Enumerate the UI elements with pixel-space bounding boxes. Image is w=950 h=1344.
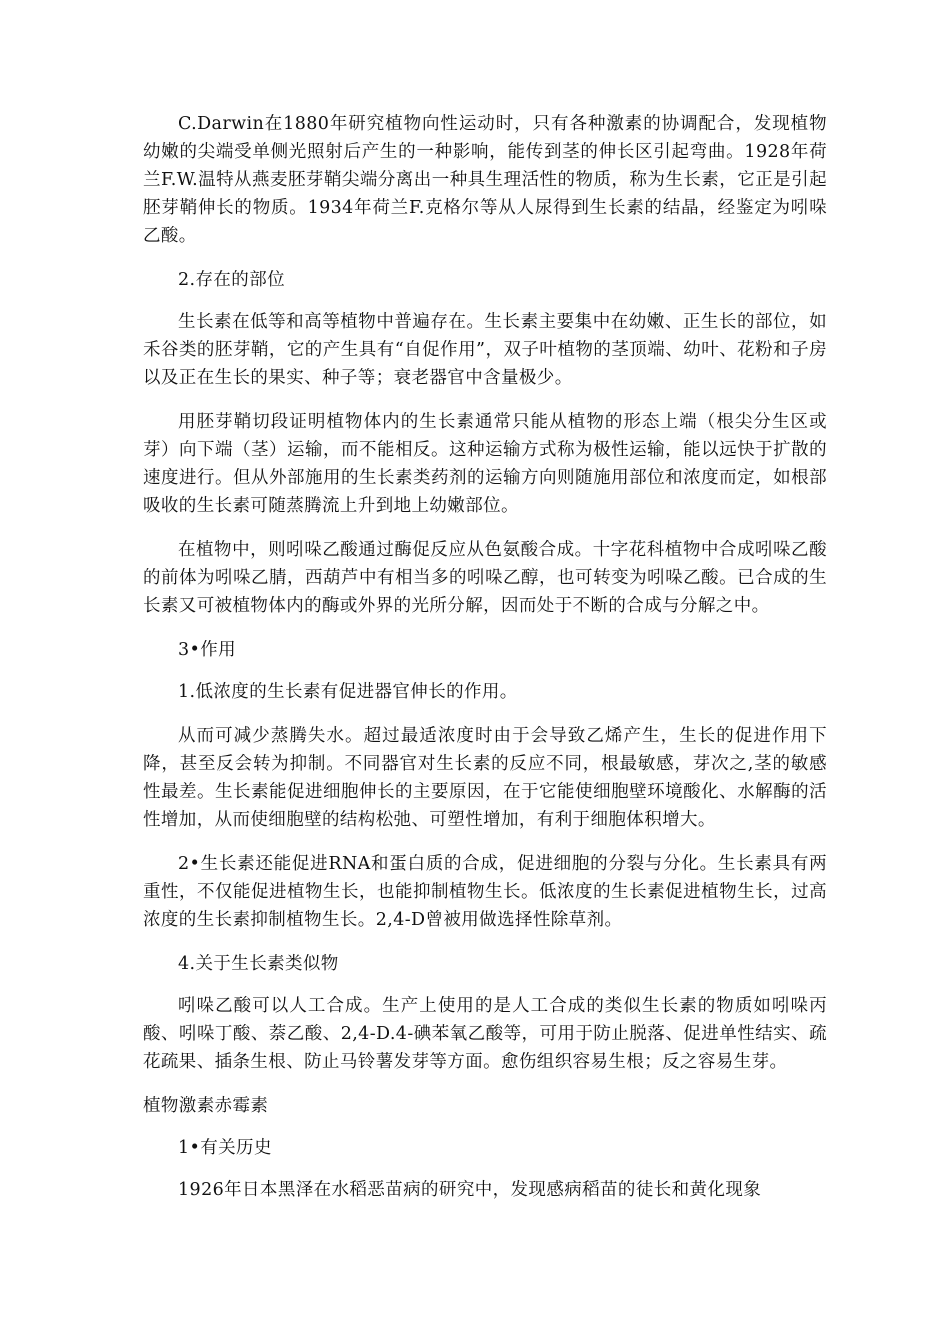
section-heading-location: 2.存在的部位 xyxy=(178,270,285,290)
section-heading-analogs: 4.关于生长素类似物 xyxy=(178,954,339,974)
subheading-history: 1•有关历史 xyxy=(178,1138,272,1158)
paragraph-synthetic-analogs: 吲哚乙酸可以人工合成。生产上使用的是人工合成的类似生长素的物质如吲哚丙酸、吲哚丁酸、萘乙酸、2,4-D.4-碘苯氧乙酸等，可用于防止脱落、促进单性结实、疏花疏果、插条生根、防止马铃薯发芽等方面。愈伤组织容易生根；反之容易生芽。 xyxy=(143,996,827,1072)
paragraph-polar-transport: 用胚芽鞘切段证明植物体内的生长素通常只能从植物的形态上端（根尖分生区或芽）向下端（茎）运输，而不能相反。这种运输方式称为极性运输，能以远快于扩散的速度进行。但从外部施用的生长素类药剂的运输方向则随施用部位和浓度而定，如根部吸收的生长素可随蒸腾流上升到地上幼嫩部位。 xyxy=(143,412,827,516)
paragraph-synthesis: 在植物中，则吲哚乙酸通过酶促反应从色氨酸合成。十字花科植物中合成吲哚乙酸的前体为吲哚乙腈，西葫芦中有相当多的吲哚乙醇，也可转变为吲哚乙酸。已合成的生长素又可被植物体内的酶或外界的光所分解，因而处于不断的合成与分解之中。 xyxy=(143,540,827,616)
section-heading-function: 3•作用 xyxy=(178,640,237,660)
paragraph-distribution: 生长素在低等和高等植物中普遍存在。生长素主要集中在幼嫩、正生长的部位，如禾谷类的胚芽鞘，它的产生具有“自促作用”，双子叶植物的茎顶端、幼叶、花粉和子房以及正在生长的果实、种子等；衰老器官中含量极少。 xyxy=(143,312,827,388)
document-body xyxy=(143,110,827,1204)
paragraph-dual-effect: 2•生长素还能促进RNA和蛋白质的合成，促进细胞的分裂与分化。生长素具有两重性，不仅能促进植物生长，也能抑制植物生长。低浓度的生长素促进植物生长，过高浓度的生长素抑制植物生长。2,4-D曾被用做选择性除草剂。 xyxy=(143,854,827,930)
paragraph-gibberellin-history: 1926年日本黑泽在水稻恶苗病的研究中，发现感病稻苗的徒长和黄化现象 xyxy=(178,1180,762,1200)
subheading-low-concentration: 1.低浓度的生长素有促进器官伸长的作用。 xyxy=(178,682,518,702)
paragraph-promotion-effects: 从而可减少蒸腾失水。超过最适浓度时由于会导致乙烯产生，生长的促进作用下降，甚至反会转为抑制。不同器官对生长素的反应不同，根最敏感，芽次之,茎的敏感性最差。生长素能促进细胞伸长的主要原因，在于它能使细胞壁环境酸化、水解酶的活性增加，从而使细胞壁的结构松弛、可塑性增加，有利于细胞体积增大。 xyxy=(143,726,827,830)
paragraph-discovery-history: C.Darwin在1880年研究植物向性运动时，只有各种激素的协调配合，发现植物幼嫩的尖端受单侧光照射后产生的一种影响，能传到茎的伸长区引起弯曲。1928年荷兰F.W.温特从燕麦胚芽鞘尖端分离出一种具生理活性的物质，称为生长素，它正是引起胚芽鞘伸长的物质。1934年荷兰F.克格尔等从人尿得到生长素的结晶，经鉴定为吲哚乙酸。 xyxy=(143,114,827,246)
section-heading-gibberellin: 植物激素赤霉素 xyxy=(143,1096,269,1116)
